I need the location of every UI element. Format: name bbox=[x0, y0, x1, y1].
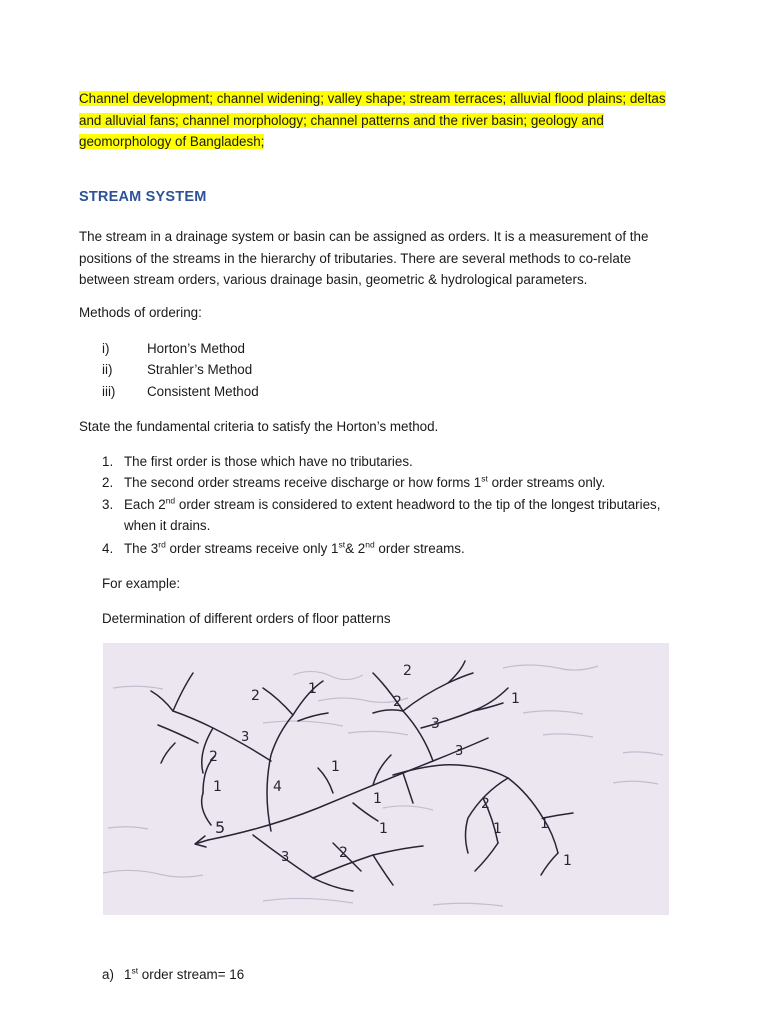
topics-line-3: geomorphology of Bangladesh; bbox=[79, 134, 265, 149]
criteria-text: order stream is considered to extent headword to the tip of the longest tributaries, bbox=[175, 497, 661, 512]
order-label: 1 bbox=[379, 821, 388, 837]
answer-first-order-count bbox=[124, 967, 244, 982]
order-label: 2 bbox=[403, 663, 412, 679]
criteria-text: order streams receive only 1 bbox=[165, 541, 339, 556]
superscript: st bbox=[338, 539, 346, 550]
criteria-item-2 bbox=[124, 475, 605, 490]
method-number: ii) bbox=[102, 362, 113, 377]
order-label: 1 bbox=[540, 816, 549, 832]
criteria-heading: State the fundamental criteria to satisfy the Horton’s method. bbox=[79, 419, 439, 434]
method-name: Horton’s Method bbox=[147, 341, 246, 356]
order-label: 1 bbox=[213, 779, 222, 795]
criteria-text: The 3 bbox=[124, 541, 159, 556]
order-label: 1 bbox=[511, 691, 520, 707]
intro-line-1: The stream in a drainage system or basin can be assigned as orders. It is a measurement of the bbox=[79, 229, 649, 244]
order-label: 2 bbox=[339, 845, 348, 861]
methods-heading: Methods of ordering: bbox=[79, 305, 202, 320]
criteria-text: & 2 bbox=[345, 541, 366, 556]
order-label: 2 bbox=[481, 796, 490, 812]
method-name: Strahler’s Method bbox=[147, 362, 253, 377]
order-label: 1 bbox=[373, 791, 382, 807]
criteria-number: 3. bbox=[102, 497, 114, 512]
order-label: 4 bbox=[273, 779, 282, 795]
topics-line-1: Channel development; channel widening; valley shape; stream terraces; alluvial flood plains; deltas bbox=[79, 91, 666, 106]
order-label: 3 bbox=[281, 850, 290, 865]
order-label: 1 bbox=[563, 853, 572, 869]
superscript: nd bbox=[165, 495, 176, 506]
order-label: 1 bbox=[308, 681, 317, 697]
criteria-item-4 bbox=[124, 541, 465, 556]
example-label: For example: bbox=[102, 576, 181, 591]
criteria-text: order streams. bbox=[374, 541, 465, 556]
stream-network-sketch bbox=[103, 643, 669, 915]
criteria-text: The second order streams receive discharge or how forms 1 bbox=[124, 475, 482, 490]
order-label: 2 bbox=[209, 749, 218, 765]
intro-line-2: positions of the streams in the hierarchy of tributaries. There are several methods to co-relate bbox=[79, 250, 632, 266]
criteria-number: 1. bbox=[102, 454, 114, 469]
answer-text: order stream= 16 bbox=[138, 967, 245, 982]
method-number: i) bbox=[102, 341, 110, 356]
criteria-text: Each 2 bbox=[124, 497, 166, 512]
order-label: 3 bbox=[241, 730, 250, 745]
criteria-item-3 bbox=[124, 497, 660, 512]
stream-lines bbox=[151, 661, 573, 891]
superscript: st bbox=[131, 965, 139, 976]
section-title: STREAM SYSTEM bbox=[79, 189, 207, 205]
method-name: Consistent Method bbox=[147, 384, 259, 399]
order-label: 2 bbox=[251, 688, 260, 704]
answer-text: 1 bbox=[124, 967, 132, 982]
topics-paragraph bbox=[79, 88, 686, 153]
order-label: 5 bbox=[215, 818, 226, 837]
order-label: 3 bbox=[431, 716, 440, 732]
criteria-item-1: The first order is those which have no tributaries. bbox=[124, 454, 413, 469]
method-number: iii) bbox=[102, 384, 116, 399]
criteria-item-3-continued: when it drains. bbox=[124, 518, 211, 533]
criteria-number: 2. bbox=[102, 475, 114, 490]
answer-letter: a) bbox=[102, 967, 114, 982]
intro-line-3: between stream orders, various drainage basin, geometric & hydrological parameters. bbox=[79, 272, 588, 288]
order-label: 3 bbox=[455, 744, 464, 759]
criteria-number: 4. bbox=[102, 541, 114, 556]
superscript: nd bbox=[365, 539, 375, 550]
superscript: rd bbox=[158, 539, 166, 550]
topics-line-2: and alluvial fans; channel morphology; channel patterns and the river basin; geology and bbox=[79, 112, 604, 128]
order-label: 1 bbox=[493, 821, 502, 837]
order-label: 2 bbox=[393, 694, 402, 710]
stream-order-sketch-photo bbox=[103, 643, 669, 915]
criteria-text: order streams only. bbox=[487, 475, 606, 490]
intro-paragraph bbox=[79, 226, 686, 291]
order-label: 1 bbox=[331, 759, 340, 775]
superscript: st bbox=[481, 473, 488, 484]
figure-caption: Determination of different orders of floor patterns bbox=[102, 611, 391, 626]
